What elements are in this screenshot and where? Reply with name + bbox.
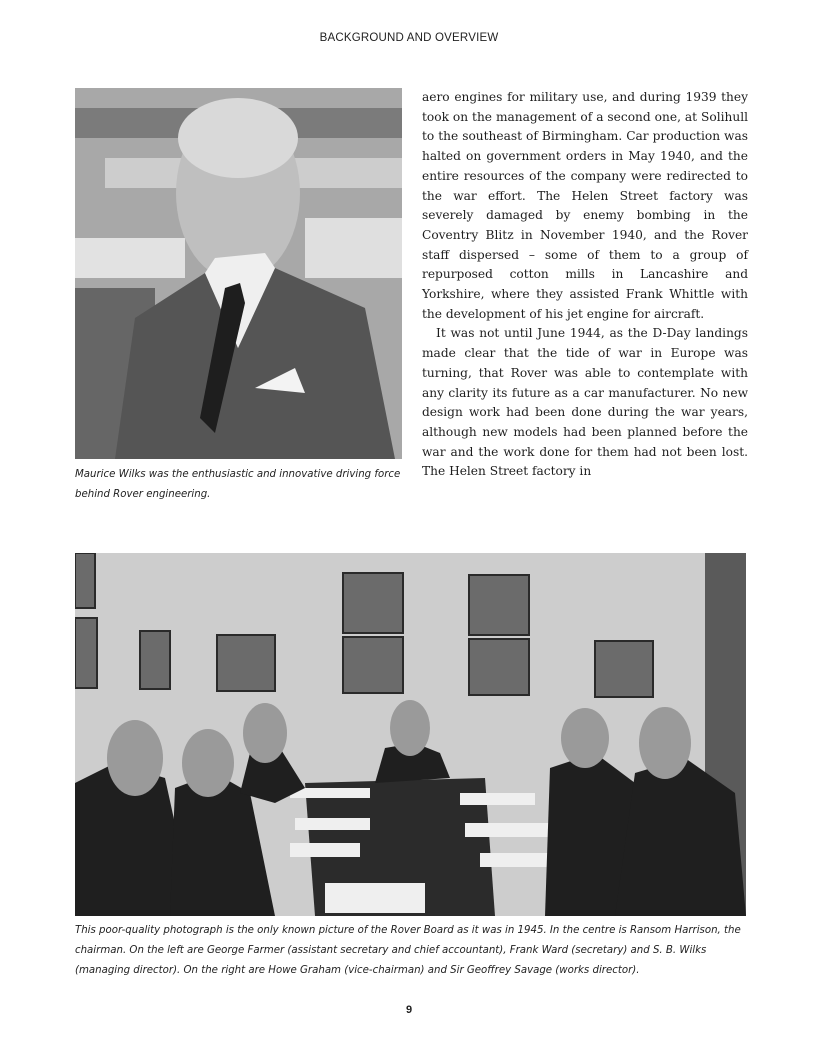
portrait-illustration	[75, 88, 402, 459]
board-caption: This poor-quality photograph is the only known picture of the Rover Board as it was in 1945. In the centre is Ransom Harrison, the chairman. On the left are George Farmer (assistant secretary and chief accountant), Frank Ward (secretary) and S. B. Wilks (managing director). On the right are Howe Graham (vice-chairman) and Sir Geoffrey Savage (works director).	[75, 925, 741, 976]
page-number: 9	[405, 1004, 413, 1016]
boardroom-illustration	[75, 553, 746, 916]
body-paragraph: It was not until June 1944, as the D-Day landings made clear that the tide of war in Europe was turning, that Rover was able to contemplate with any clarity its future as a car manufacturer. No new design work had been done during the war years, although new models had been planned before the war and the work done for them had not been lost. The Helen Street factory in	[422, 326, 748, 479]
board-photo	[75, 553, 746, 916]
body-text-column	[422, 88, 748, 482]
body-paragraph: aero engines for military use, and during 1939 they took on the management of a second one, at Solihull to the southeast of Birmingham. Car production was halted on government orders in May 1940, and the entire resources of the company were redirected to the war effort. The Helen Street factory was severely damaged by enemy bombing in the Coventry Blitz in November 1940, and the Rover staff dispersed – some of them to a group of repurposed cotton mills in Lancashire and Yorkshire, where they assisted Frank Whittle with the development of his jet engine for aircraft.	[422, 90, 748, 321]
portrait-photo	[75, 88, 402, 459]
portrait-caption: Maurice Wilks was the enthusiastic and innovative driving force behind Rover engineering.	[75, 469, 401, 500]
running-head: BACKGROUND AND OVERVIEW	[319, 32, 499, 44]
